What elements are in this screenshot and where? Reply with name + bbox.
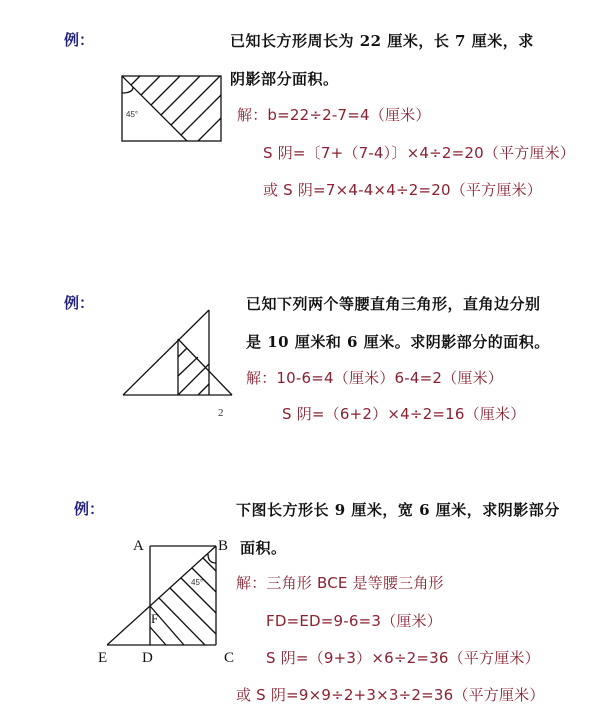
example-1-solution-line-2: S 阴=〔7+（7-4）〕×4÷2=20（平方厘米） — [263, 144, 576, 162]
example-2-solution-line-2: S 阴=（6+2）×4÷2=16（厘米） — [282, 405, 526, 423]
example-3-solution-line-3: S 阴=（9+3）×6÷2=36（平方厘米） — [266, 649, 540, 667]
example-1-label: 例： — [64, 31, 95, 49]
example-2-solution-line-1: 解：10-6=4（厘米）6-4=2（厘米） — [246, 369, 503, 387]
example-2-side-label: 2 — [218, 407, 224, 419]
point-label-d: D — [142, 650, 153, 666]
example-1-solution-line-1: 解：b=22÷2-7=4（厘米） — [237, 106, 431, 124]
point-label-c: C — [224, 650, 235, 666]
example-3-solution-line-4: 或 S 阴=9×9÷2+3×3÷2=36（平方厘米） — [236, 686, 545, 704]
example-3-label: 例： — [74, 500, 105, 518]
point-label-f: F — [151, 611, 159, 626]
diagonal-line — [122, 76, 187, 141]
example-3-solution-line-1: 解：三角形 BCE 是等腰三角形 — [236, 574, 444, 592]
point-label-b: B — [218, 538, 229, 554]
example-2-question-line-1: 已知下列两个等腰直角三角形，直角边分别 — [246, 295, 541, 313]
example-1-question-line-2: 阴影部分面积。 — [230, 70, 339, 88]
example-1-angle-label: 45° — [126, 110, 139, 119]
example-3-solution-line-2: FD=ED=9-6=3（厘米） — [266, 612, 442, 630]
example-3-question-line-1: 下图长方形长 9 厘米，宽 6 厘米，求阴影部分 — [236, 501, 560, 519]
point-label-a: A — [133, 538, 144, 554]
example-2-label: 例： — [64, 294, 95, 312]
example-1-solution-line-3: 或 S 阴=7×4-4×4÷2=20（平方厘米） — [263, 181, 542, 199]
example-2-question-line-2: 是 10 厘米和 6 厘米。求阴影部分的面积。 — [246, 333, 550, 351]
example-1-question-line-1: 已知长方形周长为 22 厘米，长 7 厘米，求 — [230, 32, 534, 50]
example-3-angle-label: 45° — [191, 578, 204, 587]
example-3-question-line-2: 面积。 — [240, 539, 287, 557]
rectangle-outline — [122, 76, 221, 141]
point-label-e: E — [98, 650, 108, 666]
